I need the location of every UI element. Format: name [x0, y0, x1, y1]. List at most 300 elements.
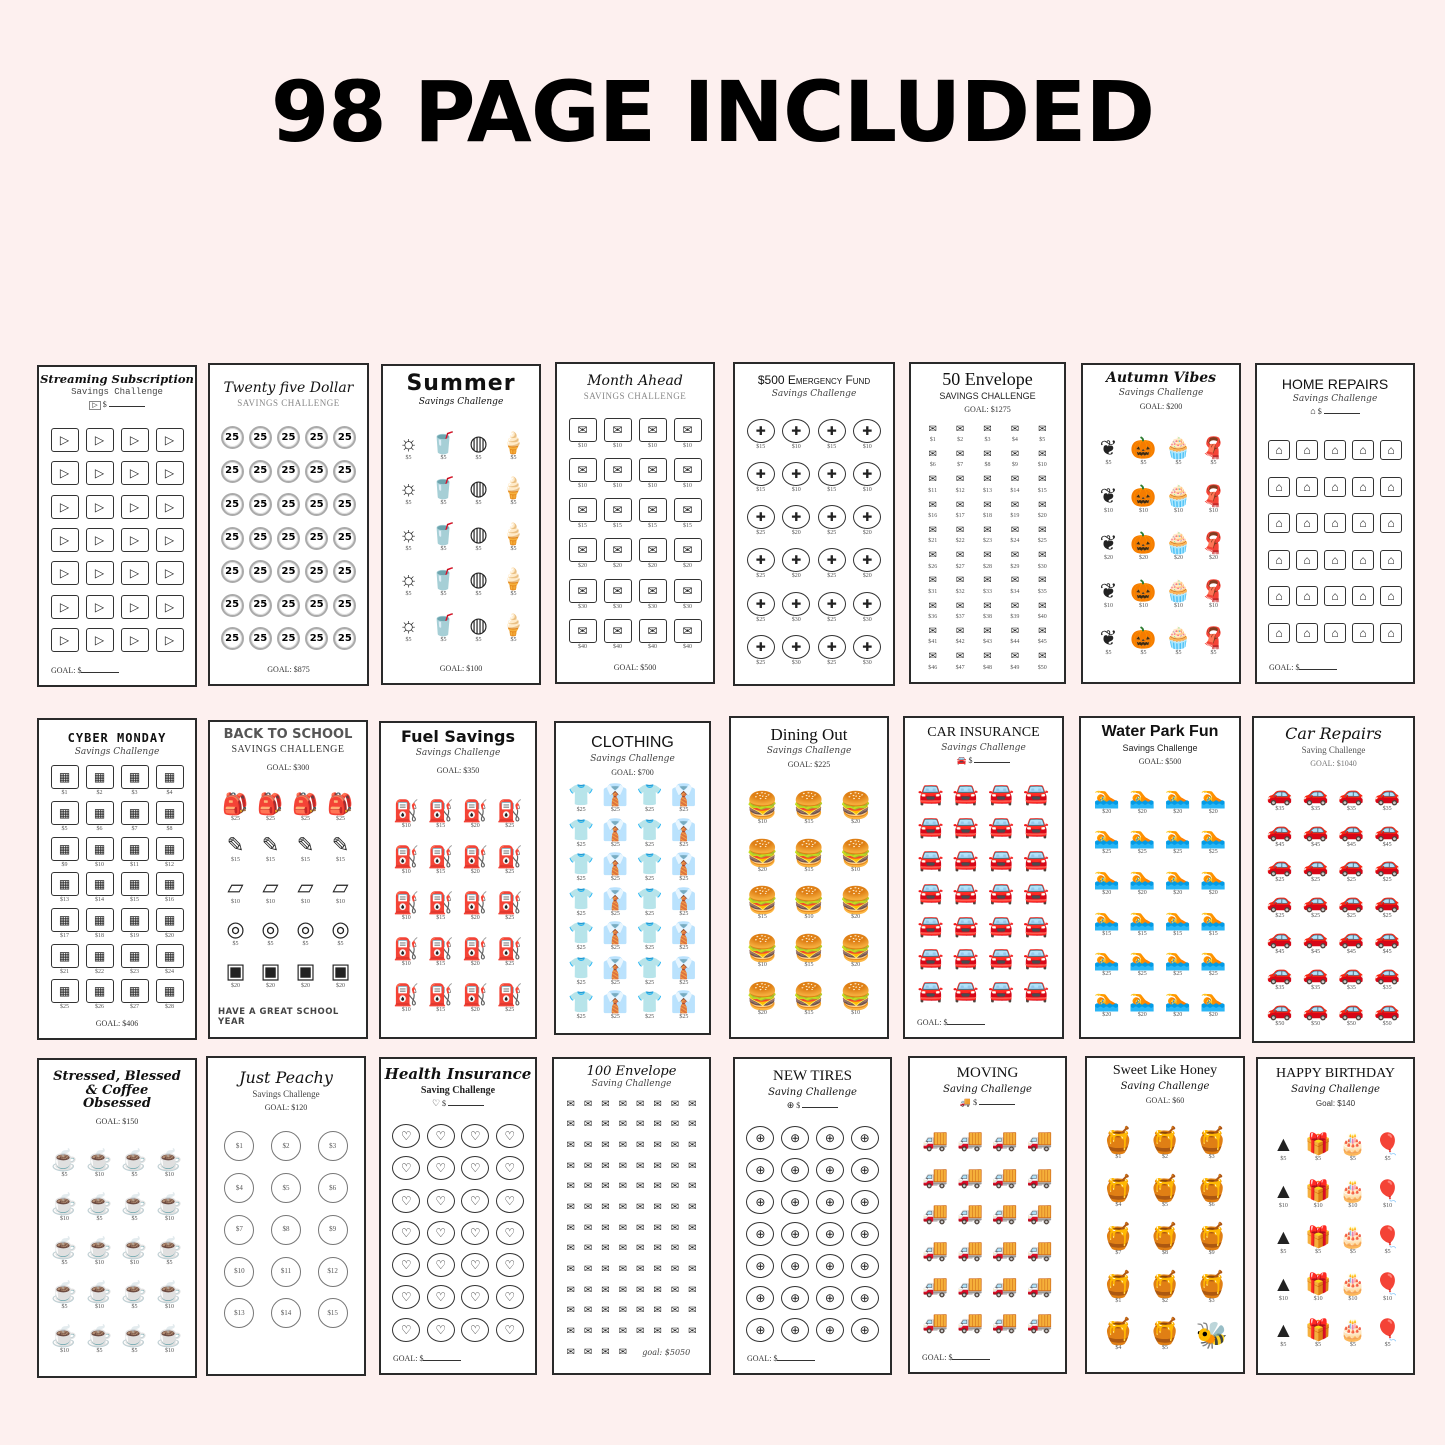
tracker-cell[interactable]: [277, 594, 300, 617]
tracker-cell[interactable]: [746, 789, 779, 825]
tracker-cell[interactable]: [1200, 949, 1226, 977]
tracker-cell[interactable]: [121, 944, 149, 975]
tracker-cell[interactable]: [568, 785, 594, 813]
tracker-cell[interactable]: [121, 1282, 147, 1310]
tracker-cell[interactable]: [598, 1243, 613, 1256]
tracker-cell[interactable]: [563, 1305, 578, 1318]
tracker-cell[interactable]: [685, 1305, 700, 1318]
tracker-cell[interactable]: [563, 1181, 578, 1194]
tracker-cell[interactable]: [922, 1240, 948, 1261]
tracker-cell[interactable]: [427, 1221, 455, 1245]
tracker-cell[interactable]: [953, 524, 968, 544]
tracker-cell[interactable]: [305, 426, 328, 449]
tracker-cell[interactable]: [51, 495, 79, 519]
tracker-cell[interactable]: [685, 1181, 700, 1194]
tracker-cell[interactable]: [462, 893, 488, 921]
tracker-cell[interactable]: [685, 1098, 700, 1111]
tracker-cell[interactable]: [1380, 477, 1402, 497]
tracker-cell[interactable]: [221, 493, 244, 516]
tracker-cell[interactable]: [1374, 999, 1400, 1027]
tracker-cell[interactable]: [598, 1098, 613, 1111]
tracker-cell[interactable]: [1023, 850, 1049, 871]
tracker-cell[interactable]: [156, 944, 184, 975]
tracker-cell[interactable]: [1374, 820, 1400, 848]
tracker-cell[interactable]: [86, 461, 114, 485]
tracker-cell[interactable]: [615, 1326, 630, 1339]
tracker-cell[interactable]: [121, 979, 149, 1010]
tracker-cell[interactable]: [277, 493, 300, 516]
tracker-cell[interactable]: [1102, 1318, 1134, 1351]
tracker-cell[interactable]: [496, 1318, 524, 1342]
tracker-cell[interactable]: [667, 1284, 682, 1297]
tracker-cell[interactable]: [1035, 600, 1050, 620]
tracker-cell[interactable]: [1380, 550, 1402, 570]
tracker-cell[interactable]: [392, 1124, 420, 1148]
tracker-cell[interactable]: [497, 893, 523, 921]
tracker-cell[interactable]: [333, 426, 356, 449]
tracker-cell[interactable]: [604, 579, 632, 610]
tracker-cell[interactable]: [1324, 440, 1346, 460]
tracker-cell[interactable]: [781, 1254, 809, 1278]
tracker-cell[interactable]: [667, 1326, 682, 1339]
tracker-cell[interactable]: [1007, 600, 1022, 620]
tracker-cell[interactable]: [637, 820, 663, 848]
tracker-cell[interactable]: [226, 919, 244, 947]
tracker-cell[interactable]: [851, 1318, 879, 1342]
tracker-cell[interactable]: [121, 837, 149, 868]
tracker-cell[interactable]: [227, 835, 245, 863]
tracker-cell[interactable]: [1380, 586, 1402, 606]
tracker-cell[interactable]: [747, 419, 775, 450]
tracker-cell[interactable]: [496, 1285, 524, 1309]
tracker-cell[interactable]: [746, 1222, 774, 1246]
tracker-cell[interactable]: [637, 785, 663, 813]
tracker-cell[interactable]: [1165, 868, 1191, 896]
tracker-cell[interactable]: [639, 498, 667, 529]
tracker-cell[interactable]: [86, 595, 114, 619]
tracker-cell[interactable]: [1023, 916, 1049, 937]
tracker-cell[interactable]: [1100, 581, 1118, 609]
tracker-cell[interactable]: [469, 478, 487, 506]
tracker-cell[interactable]: [925, 448, 940, 468]
tracker-cell[interactable]: [1100, 533, 1118, 561]
tracker-cell[interactable]: [685, 1160, 700, 1173]
tracker-cell[interactable]: [318, 1257, 348, 1287]
tracker-cell[interactable]: [747, 548, 775, 579]
tracker-cell[interactable]: [1267, 855, 1293, 883]
tracker-cell[interactable]: [271, 1131, 301, 1161]
tracker-cell[interactable]: [86, 872, 114, 903]
tracker-cell[interactable]: [221, 426, 244, 449]
tracker-cell[interactable]: [563, 1160, 578, 1173]
tracker-cell[interactable]: [671, 992, 697, 1020]
tracker-cell[interactable]: [461, 1156, 489, 1180]
tracker-cell[interactable]: [816, 1318, 844, 1342]
tracker-cell[interactable]: [637, 854, 663, 882]
tracker-cell[interactable]: [305, 527, 328, 550]
tracker-cell[interactable]: [1352, 550, 1374, 570]
tracker-cell[interactable]: [156, 528, 184, 552]
tracker-cell[interactable]: [633, 1202, 648, 1215]
tracker-cell[interactable]: [839, 983, 871, 1016]
tracker-cell[interactable]: [746, 887, 778, 920]
tracker-cell[interactable]: [953, 817, 979, 838]
tracker-cell[interactable]: [1374, 891, 1400, 919]
tracker-cell[interactable]: [1267, 891, 1293, 919]
tracker-cell[interactable]: [581, 1264, 596, 1277]
tracker-cell[interactable]: [221, 594, 244, 617]
tracker-cell[interactable]: [918, 784, 944, 805]
tracker-cell[interactable]: [1149, 1318, 1181, 1351]
tracker-cell[interactable]: [86, 908, 114, 939]
tracker-cell[interactable]: [602, 923, 628, 951]
tracker-cell[interactable]: [1027, 1240, 1053, 1261]
tracker-cell[interactable]: [633, 1284, 648, 1297]
tracker-cell[interactable]: [1148, 1268, 1182, 1304]
tracker-cell[interactable]: [496, 1124, 524, 1148]
tracker-cell[interactable]: [637, 992, 663, 1020]
tracker-cell[interactable]: [51, 428, 79, 452]
tracker-cell[interactable]: [781, 1126, 809, 1150]
tracker-cell[interactable]: [650, 1140, 665, 1153]
tracker-cell[interactable]: [1267, 963, 1293, 991]
tracker-cell[interactable]: [615, 1284, 630, 1297]
tracker-cell[interactable]: [637, 958, 663, 986]
tracker-cell[interactable]: [1023, 981, 1049, 1002]
tracker-cell[interactable]: [604, 538, 632, 569]
tracker-cell[interactable]: [399, 615, 418, 643]
tracker-cell[interactable]: [1195, 1220, 1228, 1256]
tracker-cell[interactable]: [604, 498, 632, 529]
tracker-cell[interactable]: [277, 627, 300, 650]
tracker-cell[interactable]: [221, 560, 244, 583]
tracker-cell[interactable]: [650, 1119, 665, 1132]
tracker-cell[interactable]: [1035, 474, 1050, 494]
tracker-cell[interactable]: [1149, 1175, 1181, 1208]
tracker-cell[interactable]: [333, 527, 356, 550]
tracker-cell[interactable]: [569, 579, 597, 610]
tracker-cell[interactable]: [1007, 423, 1022, 443]
tracker-cell[interactable]: [581, 1243, 596, 1256]
tracker-cell[interactable]: [224, 1131, 254, 1161]
tracker-cell[interactable]: [393, 801, 419, 829]
tracker-cell[interactable]: [781, 1158, 809, 1182]
tracker-cell[interactable]: [598, 1264, 613, 1277]
tracker-cell[interactable]: [1375, 1320, 1401, 1348]
tracker-cell[interactable]: [639, 538, 667, 569]
tracker-cell[interactable]: [747, 505, 775, 536]
tracker-cell[interactable]: [430, 524, 456, 552]
tracker-cell[interactable]: [1268, 440, 1290, 460]
tracker-cell[interactable]: [222, 794, 248, 822]
tracker-cell[interactable]: [918, 981, 944, 1002]
tracker-cell[interactable]: [1374, 855, 1400, 883]
tracker-cell[interactable]: [650, 1284, 665, 1297]
tracker-cell[interactable]: [918, 916, 944, 937]
tracker-cell[interactable]: [428, 939, 454, 967]
tracker-cell[interactable]: [667, 1222, 682, 1235]
tracker-cell[interactable]: [992, 1276, 1018, 1297]
tracker-cell[interactable]: [598, 1140, 613, 1153]
tracker-cell[interactable]: [581, 1160, 596, 1173]
tracker-cell[interactable]: [461, 1189, 489, 1213]
tracker-cell[interactable]: [156, 801, 184, 832]
tracker-cell[interactable]: [1102, 1220, 1135, 1256]
tracker-cell[interactable]: [1338, 999, 1364, 1027]
tracker-cell[interactable]: [563, 1326, 578, 1339]
tracker-cell[interactable]: [121, 1326, 147, 1354]
tracker-cell[interactable]: [86, 628, 114, 652]
tracker-cell[interactable]: [569, 458, 597, 489]
tracker-cell[interactable]: [980, 575, 995, 595]
tracker-cell[interactable]: [925, 600, 940, 620]
tracker-cell[interactable]: [1100, 438, 1118, 466]
tracker-cell[interactable]: [1129, 868, 1155, 896]
tracker-cell[interactable]: [1035, 499, 1050, 519]
tracker-cell[interactable]: [1380, 623, 1402, 643]
tracker-cell[interactable]: [1324, 513, 1346, 533]
tracker-cell[interactable]: [1200, 827, 1226, 855]
tracker-cell[interactable]: [563, 1264, 578, 1277]
tracker-cell[interactable]: [1094, 949, 1120, 977]
tracker-cell[interactable]: [1094, 868, 1120, 896]
tracker-cell[interactable]: [1374, 963, 1400, 991]
tracker-cell[interactable]: [1267, 999, 1293, 1027]
tracker-cell[interactable]: [1148, 1220, 1182, 1256]
tracker-cell[interactable]: [674, 498, 702, 529]
tracker-cell[interactable]: [674, 458, 702, 489]
tracker-cell[interactable]: [615, 1202, 630, 1215]
tracker-cell[interactable]: [569, 498, 597, 529]
tracker-cell[interactable]: [598, 1284, 613, 1297]
tracker-cell[interactable]: [51, 595, 79, 619]
tracker-cell[interactable]: [839, 837, 872, 873]
tracker-cell[interactable]: [953, 550, 968, 570]
tracker-cell[interactable]: [1149, 1127, 1181, 1160]
tracker-cell[interactable]: [1340, 1181, 1366, 1209]
tracker-cell[interactable]: [781, 1318, 809, 1342]
tracker-cell[interactable]: [980, 524, 995, 544]
tracker-cell[interactable]: [461, 1124, 489, 1148]
tracker-cell[interactable]: [318, 1131, 348, 1161]
tracker-cell[interactable]: [563, 1346, 578, 1359]
tracker-cell[interactable]: [1324, 623, 1346, 643]
tracker-cell[interactable]: [568, 958, 594, 986]
tracker-cell[interactable]: [925, 550, 940, 570]
tracker-cell[interactable]: [1129, 787, 1155, 815]
tracker-cell[interactable]: [598, 1181, 613, 1194]
tracker-cell[interactable]: [1102, 1175, 1134, 1208]
tracker-cell[interactable]: [497, 847, 523, 875]
tracker-cell[interactable]: [393, 847, 419, 875]
tracker-cell[interactable]: [581, 1326, 596, 1339]
tracker-cell[interactable]: [988, 850, 1014, 871]
tracker-cell[interactable]: [51, 801, 79, 832]
tracker-cell[interactable]: [1027, 1203, 1053, 1224]
tracker-cell[interactable]: [262, 877, 278, 905]
tracker-cell[interactable]: [221, 460, 244, 483]
tracker-cell[interactable]: [1340, 1134, 1366, 1162]
tracker-cell[interactable]: [1007, 499, 1022, 519]
tracker-cell[interactable]: [615, 1243, 630, 1256]
tracker-cell[interactable]: [1352, 513, 1374, 533]
tracker-cell[interactable]: [399, 569, 418, 597]
tracker-cell[interactable]: [853, 635, 881, 666]
tracker-cell[interactable]: [957, 1240, 983, 1261]
tracker-cell[interactable]: [1195, 1175, 1227, 1208]
tracker-cell[interactable]: [1296, 623, 1318, 643]
tracker-cell[interactable]: [650, 1098, 665, 1111]
tracker-cell[interactable]: [953, 651, 968, 671]
tracker-cell[interactable]: [918, 817, 944, 838]
tracker-cell[interactable]: [156, 1326, 182, 1354]
tracker-cell[interactable]: [953, 948, 979, 969]
tracker-cell[interactable]: [953, 981, 979, 1002]
tracker-cell[interactable]: [851, 1222, 879, 1246]
tracker-cell[interactable]: [1340, 1274, 1366, 1302]
tracker-cell[interactable]: [1305, 1274, 1331, 1302]
tracker-cell[interactable]: [461, 1285, 489, 1309]
tracker-cell[interactable]: [121, 461, 149, 485]
tracker-cell[interactable]: [633, 1243, 648, 1256]
tracker-cell[interactable]: [818, 419, 846, 450]
tracker-cell[interactable]: [602, 958, 628, 986]
tracker-cell[interactable]: [633, 1140, 648, 1153]
tracker-cell[interactable]: [428, 847, 454, 875]
tracker-cell[interactable]: [277, 560, 300, 583]
tracker-cell[interactable]: [1195, 1127, 1227, 1160]
tracker-cell[interactable]: [925, 499, 940, 519]
tracker-cell[interactable]: [262, 835, 280, 863]
tracker-cell[interactable]: [1027, 1312, 1053, 1333]
tracker-cell[interactable]: [671, 854, 697, 882]
tracker-cell[interactable]: [249, 594, 272, 617]
tracker-cell[interactable]: [633, 1222, 648, 1235]
tracker-cell[interactable]: [853, 548, 881, 579]
tracker-cell[interactable]: [563, 1140, 578, 1153]
tracker-cell[interactable]: [1200, 486, 1226, 514]
tracker-cell[interactable]: [581, 1202, 596, 1215]
tracker-cell[interactable]: [667, 1305, 682, 1318]
tracker-cell[interactable]: [793, 887, 825, 920]
tracker-cell[interactable]: [427, 1253, 455, 1277]
tracker-cell[interactable]: [51, 1326, 77, 1354]
tracker-cell[interactable]: [925, 423, 940, 443]
tracker-cell[interactable]: [156, 461, 184, 485]
tracker-cell[interactable]: [980, 550, 995, 570]
tracker-cell[interactable]: [1268, 513, 1290, 533]
tracker-cell[interactable]: [1375, 1274, 1401, 1302]
tracker-cell[interactable]: [277, 460, 300, 483]
tracker-cell[interactable]: [462, 985, 488, 1013]
tracker-cell[interactable]: [667, 1140, 682, 1153]
tracker-cell[interactable]: [318, 1298, 348, 1328]
tracker-cell[interactable]: [224, 1215, 254, 1245]
tracker-cell[interactable]: [922, 1312, 948, 1333]
tracker-cell[interactable]: [1338, 820, 1364, 848]
tracker-cell[interactable]: [430, 478, 456, 506]
tracker-cell[interactable]: [1305, 1181, 1331, 1209]
tracker-cell[interactable]: [615, 1346, 630, 1359]
tracker-cell[interactable]: [1352, 623, 1374, 643]
tracker-cell[interactable]: [249, 493, 272, 516]
tracker-cell[interactable]: [496, 1221, 524, 1245]
tracker-cell[interactable]: [925, 625, 940, 645]
tracker-cell[interactable]: [1303, 963, 1329, 991]
tracker-cell[interactable]: [839, 935, 871, 968]
tracker-cell[interactable]: [980, 600, 995, 620]
tracker-cell[interactable]: [922, 1130, 948, 1151]
tracker-cell[interactable]: [568, 854, 594, 882]
tracker-cell[interactable]: [602, 854, 628, 882]
tracker-cell[interactable]: [782, 548, 810, 579]
tracker-cell[interactable]: [650, 1326, 665, 1339]
tracker-cell[interactable]: [428, 985, 454, 1013]
tracker-cell[interactable]: [1165, 486, 1191, 514]
tracker-cell[interactable]: [1352, 586, 1374, 606]
tracker-cell[interactable]: [1375, 1227, 1401, 1255]
tracker-cell[interactable]: [1023, 784, 1049, 805]
tracker-cell[interactable]: [992, 1240, 1018, 1261]
tracker-cell[interactable]: [1296, 513, 1318, 533]
tracker-cell[interactable]: [1129, 909, 1155, 937]
tracker-cell[interactable]: [633, 1119, 648, 1132]
tracker-cell[interactable]: [953, 448, 968, 468]
tracker-cell[interactable]: [1305, 1320, 1331, 1348]
tracker-cell[interactable]: [462, 939, 488, 967]
tracker-cell[interactable]: [1200, 533, 1226, 561]
tracker-cell[interactable]: [992, 1167, 1018, 1188]
tracker-cell[interactable]: [1165, 438, 1191, 466]
tracker-cell[interactable]: [86, 837, 114, 868]
tracker-cell[interactable]: [953, 423, 968, 443]
tracker-cell[interactable]: [1305, 1134, 1331, 1162]
tracker-cell[interactable]: [957, 1203, 983, 1224]
tracker-cell[interactable]: [1129, 949, 1155, 977]
tracker-cell[interactable]: [305, 460, 328, 483]
tracker-cell[interactable]: [392, 1285, 420, 1309]
tracker-cell[interactable]: [500, 433, 526, 461]
tracker-cell[interactable]: [427, 1124, 455, 1148]
tracker-cell[interactable]: [333, 594, 356, 617]
tracker-cell[interactable]: [925, 575, 940, 595]
tracker-cell[interactable]: [1268, 586, 1290, 606]
tracker-cell[interactable]: [51, 765, 79, 796]
tracker-cell[interactable]: [615, 1222, 630, 1235]
tracker-cell[interactable]: [925, 524, 940, 544]
tracker-cell[interactable]: [1303, 999, 1329, 1027]
tracker-cell[interactable]: [615, 1181, 630, 1194]
tracker-cell[interactable]: [86, 428, 114, 452]
tracker-cell[interactable]: [569, 538, 597, 569]
tracker-cell[interactable]: [1035, 550, 1050, 570]
tracker-cell[interactable]: [980, 651, 995, 671]
tracker-cell[interactable]: [747, 635, 775, 666]
tracker-cell[interactable]: [121, 765, 149, 796]
tracker-cell[interactable]: [782, 419, 810, 450]
tracker-cell[interactable]: [156, 1282, 182, 1310]
tracker-cell[interactable]: [667, 1243, 682, 1256]
tracker-cell[interactable]: [1374, 927, 1400, 955]
tracker-cell[interactable]: [500, 478, 526, 506]
tracker-cell[interactable]: [249, 627, 272, 650]
tracker-cell[interactable]: [121, 908, 149, 939]
tracker-cell[interactable]: [816, 1190, 844, 1214]
tracker-cell[interactable]: [851, 1286, 879, 1310]
tracker-cell[interactable]: [747, 462, 775, 493]
tracker-cell[interactable]: [261, 961, 281, 989]
tracker-cell[interactable]: [121, 1150, 147, 1178]
